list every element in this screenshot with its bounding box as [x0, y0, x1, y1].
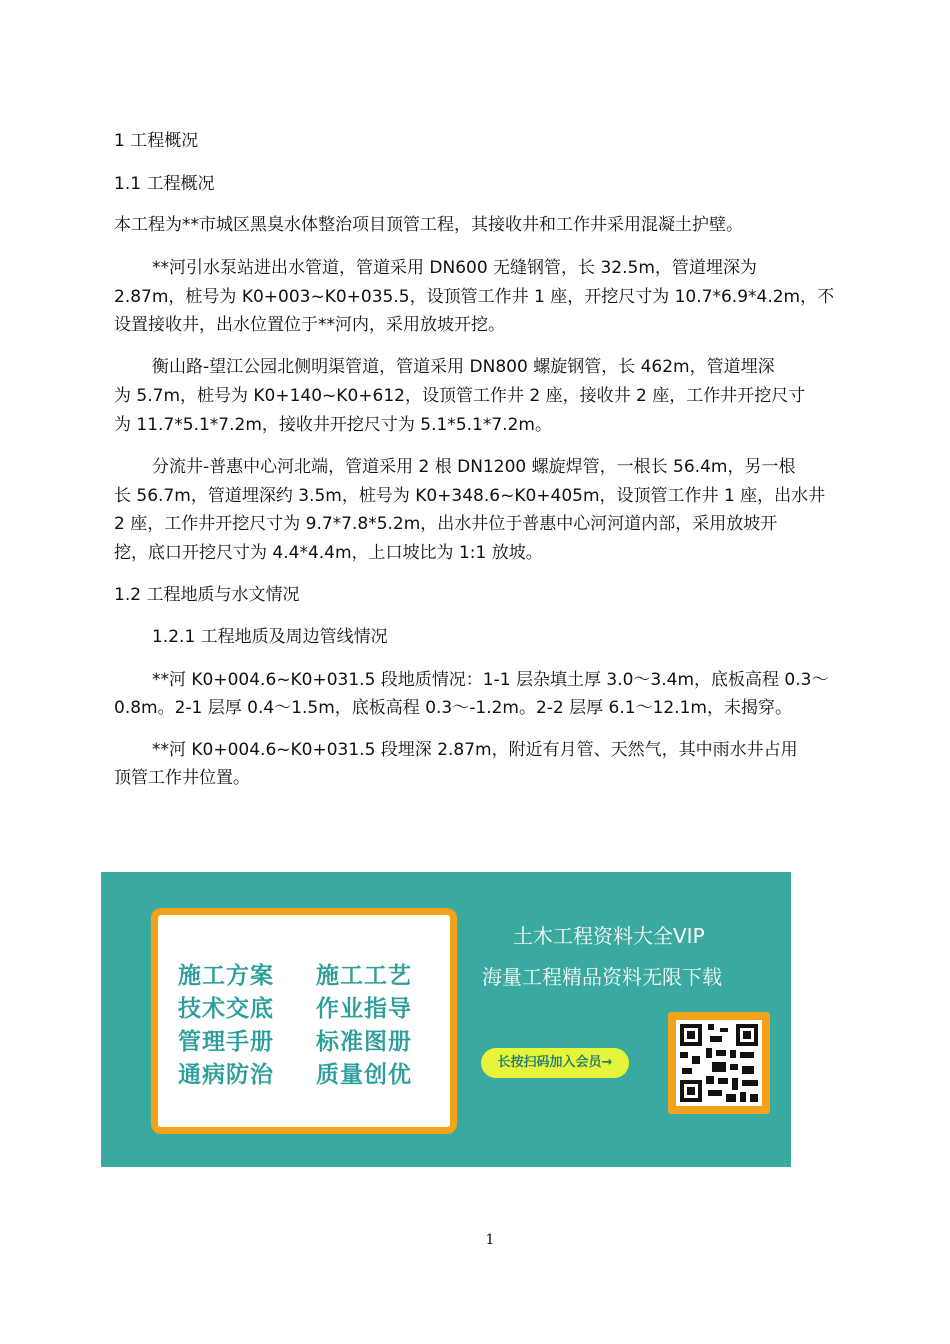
service-label: 质量创优	[316, 1062, 412, 1088]
service-label: 通病防治	[178, 1062, 274, 1088]
promo-banner[interactable]	[101, 872, 791, 1167]
service-label: 管理手册	[178, 1029, 274, 1055]
paragraph-line: **河引水泵站进出水管道，管道采用 DN600 无缝钢管，长 32.5m，管道埋深为	[152, 258, 757, 278]
paragraph-line: 本工程为**市城区黑臭水体整治项目顶管工程，其接收井和工作井采用混凝土护壁。	[114, 215, 743, 235]
paragraph-line: **河 K0+004.6~K0+031.5 段埋深 2.87m，附近有月管、天然气，其中雨水井占用	[152, 740, 798, 760]
banner-title: 土木工程资料大全VIP	[513, 924, 705, 948]
qr-code-icon	[676, 1020, 762, 1106]
paragraph-line: 长 56.7m，管道埋深约 3.5m，桩号为 K0+348.6~K0+405m，设顶管工作井 1 座，出水井	[114, 486, 826, 506]
paragraph-line: **河 K0+004.6~K0+031.5 段地质情况：1-1 层杂填土厚 3.0～3.4m，底板高程 0.3～	[152, 670, 829, 690]
paragraph-line: 2 座，工作井开挖尺寸为 9.7*7.8*5.2m，出水井位于普惠中心河河道内部，采用放坡开	[114, 514, 778, 534]
paragraph-line: 顶管工作井位置。	[114, 768, 250, 788]
paragraph-line: 衡山路-望江公园北侧明渠管道，管道采用 DN800 螺旋钢管，长 462m，管道埋深	[152, 357, 775, 377]
section-heading-1-2: 1.2 工程地质与水文情况	[114, 585, 300, 605]
section-heading-1-2-1: 1.2.1 工程地质及周边管线情况	[152, 627, 388, 647]
join-member-button[interactable]: 长按扫码加入会员→	[481, 1048, 629, 1078]
paragraph-line: 挖，底口开挖尺寸为 4.4*4.4m，上口坡比为 1:1 放坡。	[114, 543, 543, 563]
paragraph-line: 设置接收井，出水位置位于**河内，采用放坡开挖。	[114, 315, 505, 335]
paragraph-line: 分流井-普惠中心河北端，管道采用 2 根 DN1200 螺旋焊管，一根长 56.4m，另一根	[152, 457, 796, 477]
section-heading-1: 1 工程概况	[114, 131, 199, 151]
service-label: 标准图册	[316, 1029, 412, 1055]
service-label: 施工方案	[178, 963, 274, 989]
banner-subtitle: 海量工程精品资料无限下载	[482, 965, 722, 989]
service-card	[151, 908, 457, 1134]
service-label: 技术交底	[178, 996, 274, 1022]
section-heading-1-1: 1.1 工程概况	[114, 174, 215, 194]
paragraph-line: 为 5.7m，桩号为 K0+140~K0+612，设顶管工作井 2 座，接收井 2 座，工作井开挖尺寸	[114, 386, 806, 406]
page-number: 1	[485, 1232, 495, 1248]
service-label: 施工工艺	[316, 963, 412, 989]
paragraph-line: 为 11.7*5.1*7.2m，接收井开挖尺寸为 5.1*5.1*7.2m。	[114, 415, 552, 435]
paragraph-line: 2.87m，桩号为 K0+003~K0+035.5，设顶管工作井 1 座，开挖尺寸为 10.7*6.9*4.2m，不	[114, 287, 835, 307]
qr-code-frame[interactable]	[668, 1012, 770, 1114]
paragraph-line: 0.8m。2-1 层厚 0.4～1.5m，底板高程 0.3～-1.2m。2-2 层厚 6.1～12.1m，未揭穿。	[114, 698, 792, 718]
service-label: 作业指导	[316, 996, 412, 1022]
